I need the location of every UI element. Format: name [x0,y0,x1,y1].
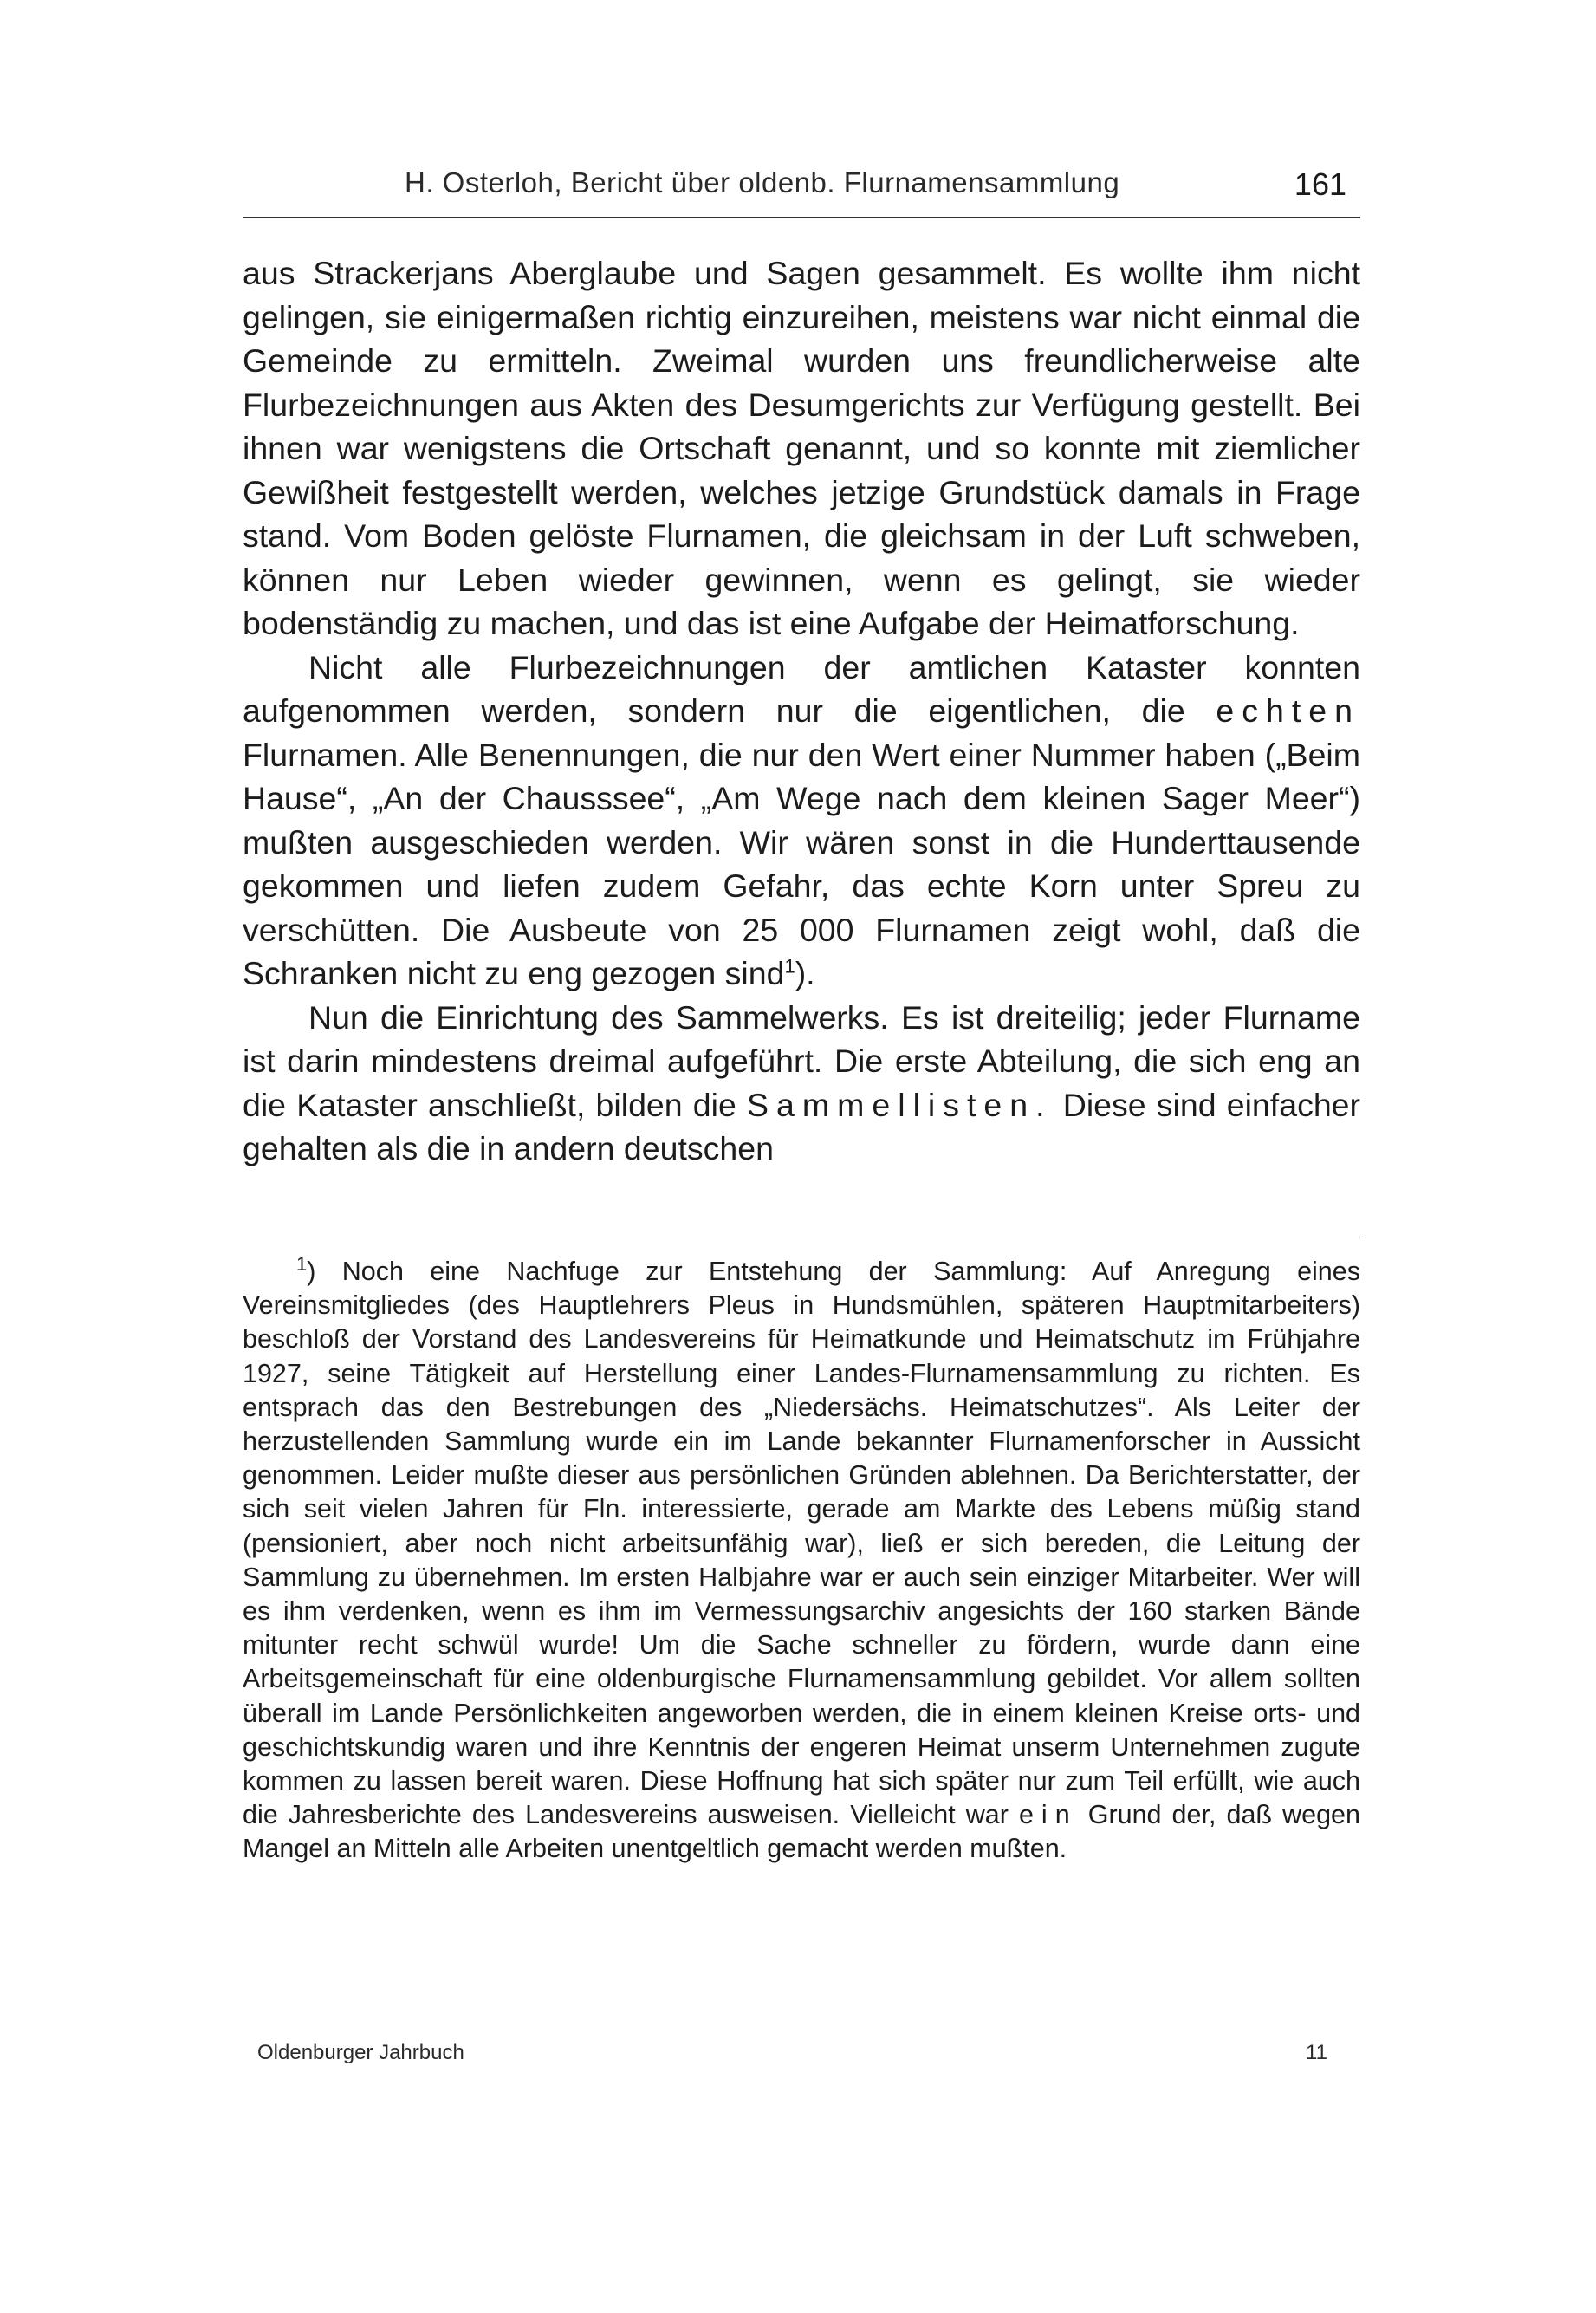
footnote [243,1252,1360,1867]
page-number: 161 [1294,166,1346,202]
footnote-paragraph [243,1252,1360,1867]
paragraph-1 [243,251,1360,646]
footer-signature: 11 [1306,2041,1327,2064]
page-header [243,166,1360,218]
paragraph-1-text: aus Strackerjans Aberglaube und Sagen gesammelt. Es wollte ihm nicht gelingen, sie einigermaßen richtig einzureihen, meistens war nicht einmal die Gemeinde zu ermitteln. Zweimal wurden uns freundlicherweise alte Flurbezeichnungen aus Akten des Desumgerichts zur Verfügung gestellt. Bei ihnen war wenigstens die Ortschaft genannt, und so konnte mit ziemlicher Gewißheit festgestellt werden, welches jetzige Grundstück damals in Frage stand. Vom Boden gelöste Flurnamen, die gleichsam in der Luft schweben, können nur Leben wieder gewinnen, wenn es gelingt, sie wieder bodenständig zu machen, und das ist eine Aufgabe der Heimatforschung. [243,255,1360,641]
spaced-emphasis-echten: echten [1216,692,1360,729]
paragraph-2-end: ). [795,955,815,991]
paragraph-2-text-a: Nicht alle Flurbezeichnungen der amtlichen Kataster konnten aufgenommen werden, sondern nur die eigentlichen, die [243,648,1360,729]
paragraph-3-text-a: Nun die Einrichtung des Sammelwerks. Es ist dreiteilig; jeder Flurname ist darin mindestens dreimal aufgeführt. Die erste Abteilung, die sich eng an die Kataster anschließt, bilden die [243,998,1360,1123]
footer-publication: Oldenburger Jahrbuch [257,2041,464,2064]
footnote-marker: 1 [296,1252,308,1275]
footnote-text-a: ) Noch eine Nachfuge zur Entstehung der Sammlung: Auf Anregung eines Vereinsmitgliedes (des Hauptlehrers Pleus in Hundsmühlen, späteren Hauptmitarbeiters) beschloß der Vorstand des Landesvereins für Heimatkunde und Heimatschutz im Frühjahre 1927, seine Tätigkeit auf Herstellung einer Landes-Flurnamensammlung zu richten. Es entsprach das den Bestrebungen des „Niedersächs. Heimatschutzes“. Als Leiter der herzustellenden Sammlung wurde ein im Lande bekannter Flurnamenforscher in Aussicht genommen. Leider mußte dieser aus persönlichen Gründen ablehnen. Da Berichterstatter, der sich seit vielen Jahren für Fln. interessierte, gerade am Markte des Lebens müßig stand (pensioniert, aber noch nicht arbeitsunfähig war), ließ er sich bereden, die Leitung der Sammlung zu übernehmen. Im ersten Halbjahre war er auch sein einziger Mitarbeiter. Wer will es ihm verdenken, wenn es ihm im Vermessungsarchiv angesichts der 160 starken Bände mitunter recht schwül wurde! Um die Sache schneller zu fördern, wurde dann eine Arbeitsgemeinschaft für eine oldenburgische Flurnamensammlung gebildet. Vor allem sollten überall im Lande Persönlichkeiten angeworben werden, die in einem kleinen Kreise orts- und geschichtskundig waren und ihre Kenntnis der engeren Heimat unserm Unternehmen zugute kommen zu lassen bereit waren. Diese Hoffnung hat sich später nur zum Teil erfüllt, wie auch die Jahresberichte des Landesvereins ausweisen. Vielleicht war [243,1257,1360,1830]
paragraph-3 [243,996,1360,1171]
running-head: H. Osterloh, Bericht über oldenb. Flurnamensammlung [405,166,1120,198]
paragraph-2-text-b: Flurnamen. Alle Benennungen, die nur den Wert einer Nummer haben („Beim Hause“, „An der Chausssee“, „Am Wege nach dem kleinen Sager Meer“) mußten ausgeschieden werden. Wir wären sonst in die Hunderttausende gekommen und liefen zudem Gefahr, das echte Korn unter Spreu zu verschütten. Die Ausbeute von 25 000 Flurnamen zeigt wohl, daß die Schranken nicht zu eng gezogen sind [243,736,1360,991]
main-text [243,251,1360,1171]
spaced-emphasis-sammellisten: Sammellisten. [747,1086,1053,1123]
footnote-text-b: Grund der, daß wegen Mangel an Mitteln alle Arbeiten unentgeltlich gemacht werden mußten. [243,1800,1360,1864]
spaced-emphasis-ein: ein [1018,1800,1078,1830]
footnote-reference: 1 [784,955,795,978]
paragraph-2 [243,646,1360,996]
paragraph-3-text-b: Diese sind einfacher gehalten als die in andern deutschen [243,1086,1361,1166]
